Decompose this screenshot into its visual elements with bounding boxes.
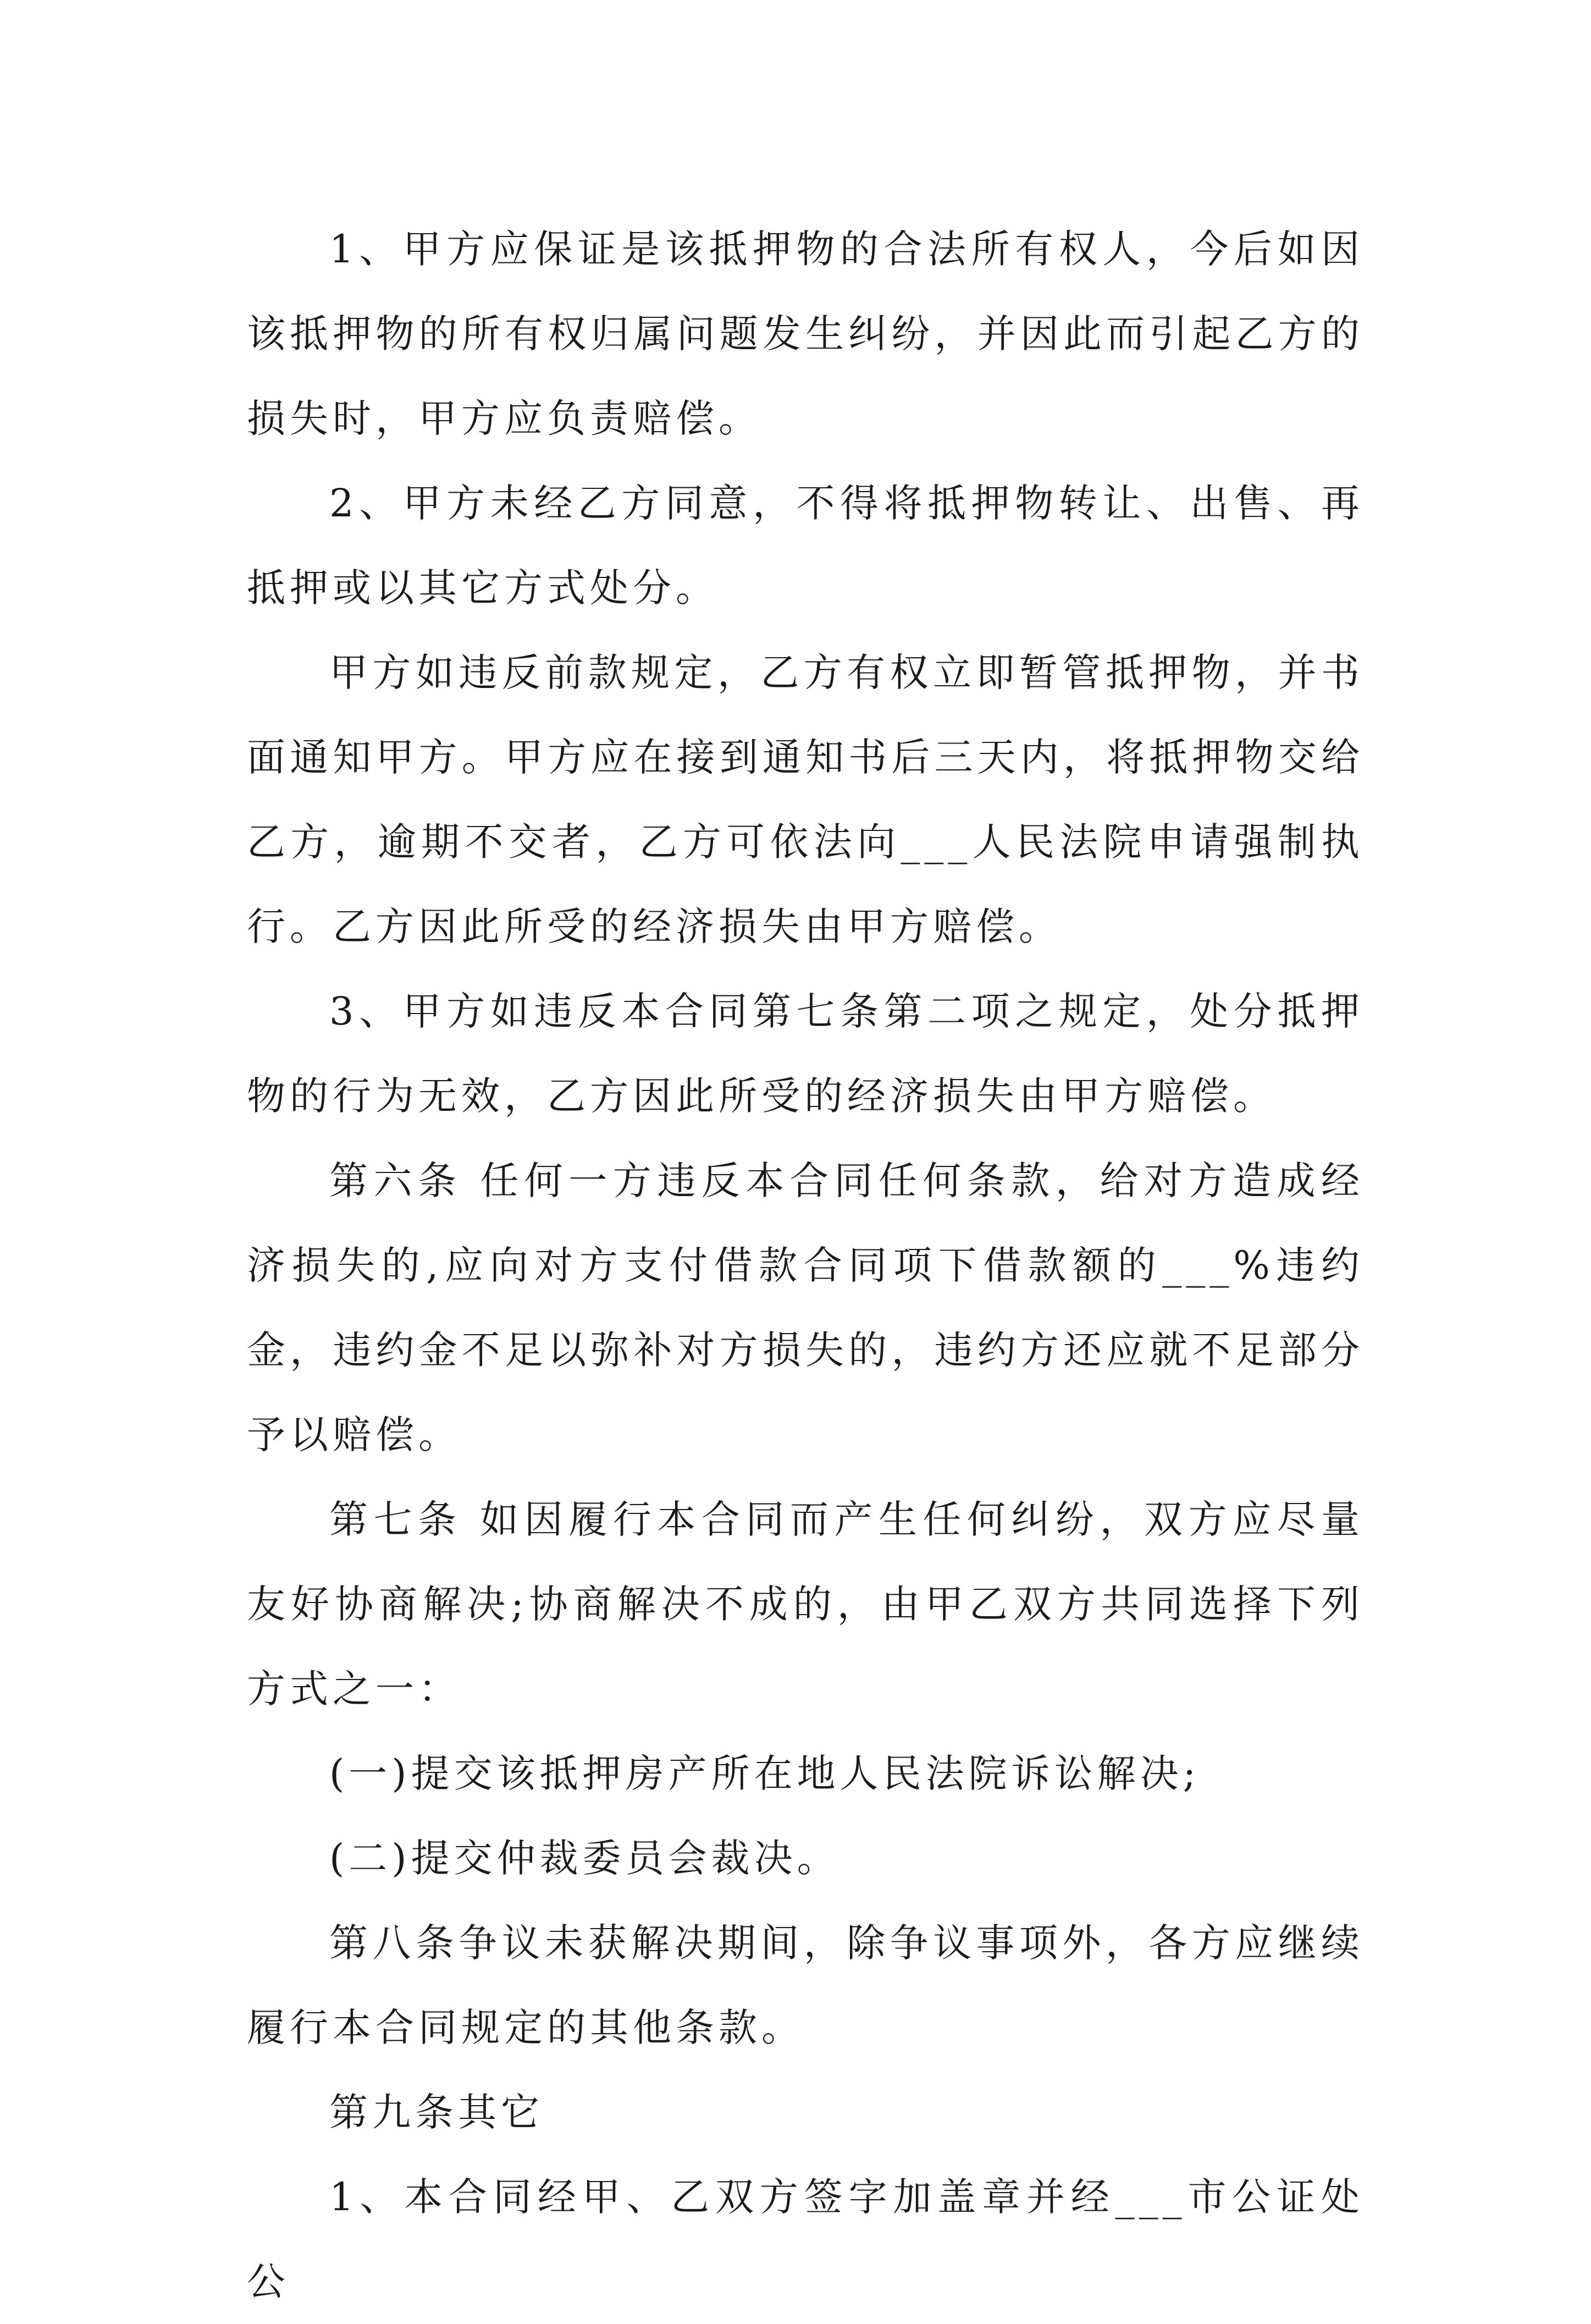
paragraph-3: 甲方如违反前款规定，乙方有权立即暂管抵押物，并书面通知甲方。甲方应在接到通知书后三天内，将抵押物交给乙方，逾期不交者，乙方可依法向___人民法院申请强制执行。乙方因此所受的经济损失由甲方赔偿。	[247, 650, 1364, 949]
paragraph-article-8: 第八条争议未获解决期间，除争议事项外，各方应继续履行本合同规定的其他条款。	[247, 1920, 1364, 2050]
paragraph-option-1: (一)提交该抵押房产所在地人民法院诉讼解决;	[329, 1751, 1201, 1796]
paragraph-article-9-item-1: 1、本合同经甲、乙双方签字加盖章并经___市公证处公	[247, 2174, 1364, 2304]
document-body	[247, 207, 1364, 2324]
paragraph-1: 1、甲方应保证是该抵押物的合法所有权人，今后如因该抵押物的所有权归属问题发生纠纷，并因此而引起乙方的损失时，甲方应负责赔偿。	[247, 227, 1364, 441]
paragraph-article-6: 第六条 任何一方违反本合同任何条款，给对方造成经济损失的,应向对方支付借款合同项下借款额的___%违约金，违约金不足以弥补对方损失的，违约方还应就不足部分予以赔偿。	[247, 1158, 1364, 1457]
paragraph-article-7: 第七条 如因履行本合同而产生任何纠纷，双方应尽量友好协商解决;协商解决不成的，由甲乙双方共同选择下列方式之一：	[247, 1497, 1364, 1711]
paragraph-option-2: (二)提交仲裁委员会裁决。	[329, 1836, 840, 1881]
paragraph-2: 2、甲方未经乙方同意，不得将抵押物转让、出售、再抵押或以其它方式处分。	[247, 481, 1364, 610]
paragraph-article-9-heading: 第九条其它	[329, 2090, 544, 2135]
paragraph-4: 3、甲方如违反本合同第七条第二项之规定，处分抵押物的行为无效，乙方因此所受的经济损失由甲方赔偿。	[247, 989, 1364, 1119]
